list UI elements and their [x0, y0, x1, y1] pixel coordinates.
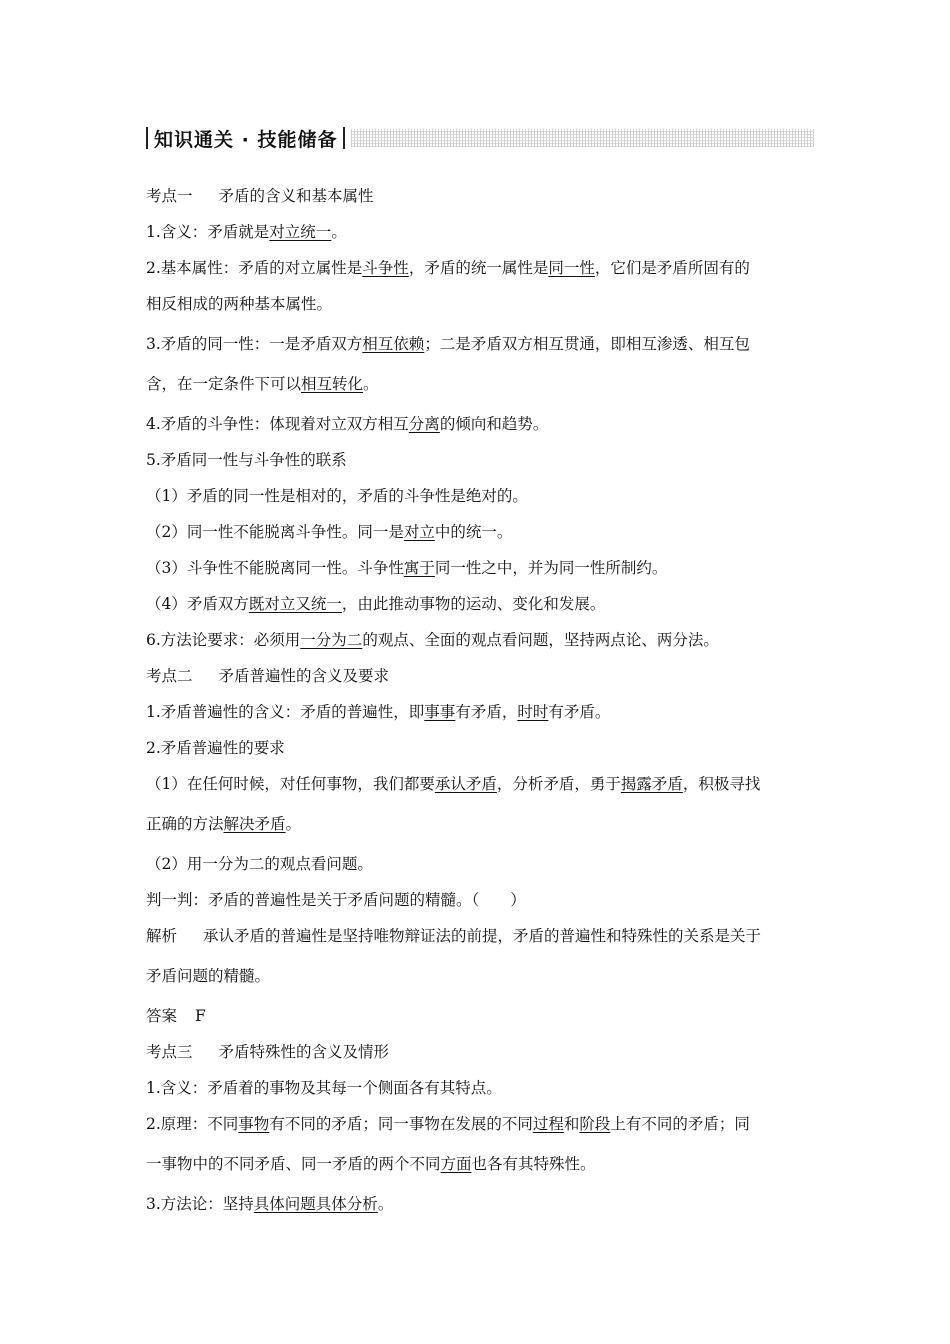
- s1-line-1: 1.含义：矛盾就是对立统一。: [146, 223, 347, 241]
- s2-line-1: 1.矛盾普遍性的含义：矛盾的普遍性，即事事有矛盾，时时有矛盾。: [146, 703, 611, 721]
- s3-line-1: 1.含义：矛盾着的事物及其每一个侧面各有其特点。: [146, 1079, 502, 1097]
- s1-line-3: 3.矛盾的同一性：一是矛盾双方相互依赖；二是矛盾双方相互贯通，即相互渗透、相互包: [146, 335, 750, 353]
- banner-hatch: [351, 129, 814, 147]
- s1-line-5-1: （1）矛盾的同一性是相对的，矛盾的斗争性是绝对的。: [146, 487, 528, 505]
- section-1-heading: 考点一 矛盾的含义和基本属性: [146, 187, 374, 205]
- s1-line-6: 6.方法论要求：必须用一分为二的观点、全面的观点看问题，坚持两点论、两分法。: [146, 631, 719, 649]
- s1-line-4: 4.矛盾的斗争性：体现着对立双方相互分离的倾向和趋势。: [146, 415, 549, 433]
- s3-line-2: 2.原理：不同事物有不同的矛盾；同一事物在发展的不同过程和阶段上有不同的矛盾；同: [146, 1115, 750, 1133]
- section-2-heading: 考点二 矛盾普遍性的含义及要求: [146, 667, 390, 685]
- banner-title: 知识通关 · 技能储备: [154, 128, 338, 151]
- s2-line-2-1-cont: 正确的方法解决矛盾。: [146, 815, 302, 833]
- s2-line-2-1: （1）在任何时候，对任何事物，我们都要承认矛盾，分析矛盾，勇于揭露矛盾，积极寻找: [146, 775, 761, 793]
- analysis-line-cont: 矛盾问题的精髓。: [146, 967, 271, 985]
- section-3-heading: 考点三 矛盾特殊性的含义及情形: [146, 1043, 390, 1061]
- judge-question: 判一判：矛盾的普遍性是关于矛盾问题的精髓。（ ）: [146, 891, 526, 909]
- s1-line-2: 2.基本属性：矛盾的对立属性是斗争性，矛盾的统一属性是同一性，它们是矛盾所固有的: [146, 259, 750, 277]
- banner-right-bar: [343, 127, 345, 149]
- s1-line-2-cont: 相反相成的两种基本属性。: [146, 295, 333, 313]
- s2-line-2-2: （2）用一分为二的观点看问题。: [146, 855, 373, 873]
- s1-line-3-cont: 含，在一定条件下可以相互转化。: [146, 375, 379, 393]
- section-banner: [146, 124, 814, 152]
- s3-line-3: 3.方法论：坚持具体问题具体分析。: [146, 1195, 394, 1213]
- s1-line-5: 5.矛盾同一性与斗争性的联系: [146, 451, 347, 469]
- answer-line: 答案 F: [146, 1007, 206, 1025]
- document-body: [146, 178, 810, 1222]
- analysis-line: 解析 承认矛盾的普遍性是坚持唯物辩证法的前提，矛盾的普遍性和特殊性的关系是关于: [146, 927, 762, 945]
- s1-line-5-4: （4）矛盾双方既对立又统一，由此推动事物的运动、变化和发展。: [146, 595, 606, 613]
- s3-line-2-cont: 一事物中的不同矛盾、同一矛盾的两个不同方面也各有其特殊性。: [146, 1155, 596, 1173]
- s2-line-2: 2.矛盾普遍性的要求: [146, 739, 285, 757]
- s1-line-5-3: （3）斗争性不能脱离同一性。斗争性寓于同一性之中，并为同一性所制约。: [146, 559, 668, 577]
- s1-line-5-2: （2）同一性不能脱离斗争性。同一是对立中的统一。: [146, 523, 513, 541]
